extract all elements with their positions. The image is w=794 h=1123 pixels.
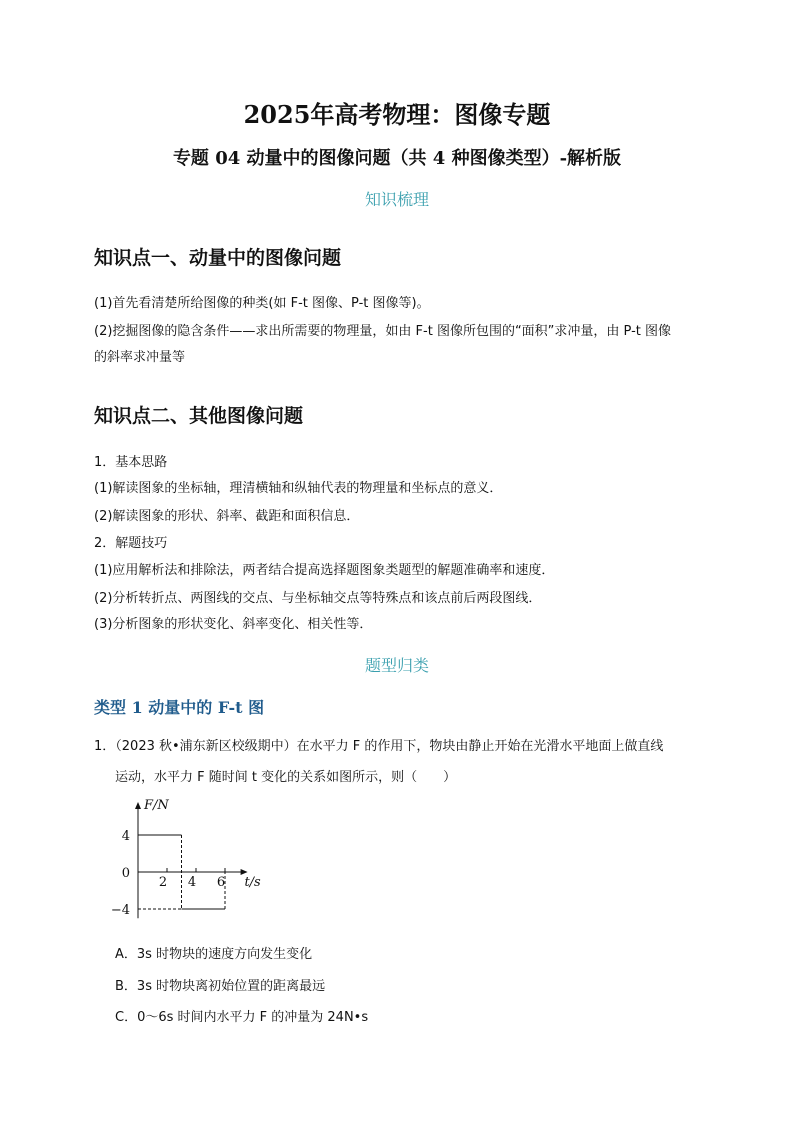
- x-axis-label: t/s: [244, 875, 261, 890]
- kp2-line-3: (2)解读图象的形状、斜率、截距和面积信息．: [94, 509, 360, 524]
- document-title: 2025年高考物理：图像专题: [243, 100, 551, 129]
- document-subtitle: 专题 04 动量中的图像问题（共 4 种图像类型）-解析版: [172, 148, 622, 169]
- x-tick-label-4: 4: [187, 875, 197, 890]
- option-b: B．3s 时物块离初始位置的距离最远: [115, 979, 326, 994]
- kp2-line-2: (1)解读图象的坐标轴，理清横轴和纵轴代表的物理量和坐标点的意义．: [94, 481, 503, 496]
- type1-heading: 类型 1 动量中的 F-t 图: [94, 698, 265, 717]
- x-tick-label-6: 6: [216, 875, 226, 890]
- kp1-line-3: 的斜率求冲量等: [94, 350, 186, 365]
- section-question-types: 题型归类: [364, 656, 429, 675]
- option-a: A．3s 时物块的速度方向发生变化: [115, 947, 313, 962]
- kp2-line-5: (1)应用解析法和排除法，两者结合提高选择题图象类题型的解题准确率和速度．: [94, 563, 555, 578]
- kp2-heading: 知识点二、其他图像问题: [94, 405, 304, 427]
- kp2-line-6: (2)分析转折点、两图线的交点、与坐标轴交点等特殊点和该点前后两段图线．: [94, 591, 542, 606]
- option-c: C．0～6s 时间内水平力 F 的冲量为 24N•s: [115, 1010, 369, 1025]
- kp1-line-2: (2)挖掘图像的隐含条件——求出所需要的物理量，如由 F-t 图像所包围的“面积”求冲量，由 P-t 图像: [94, 324, 672, 339]
- y-tick-label-0: 0: [121, 866, 130, 881]
- kp1-heading: 知识点一、动量中的图像问题: [94, 247, 342, 269]
- kp2-line-1: 1．基本思路: [94, 455, 168, 470]
- kp2-line-4: 2．解题技巧: [94, 536, 168, 551]
- y-tick-label-4: 4: [121, 829, 130, 844]
- question-stem-line-1: 1．（2023 秋•浦东新区校级期中）在水平力 F 的作用下，物块由静止开始在光滑水平地面上做直线: [94, 739, 664, 754]
- ft-graph: [110, 795, 270, 920]
- y-axis-label: F/N: [144, 798, 169, 813]
- kp1-line-1: (1)首先看清楚所给图像的种类(如 F-t 图像、P-t 图像等)。: [94, 296, 430, 311]
- y-tick-label-neg: −4: [110, 903, 130, 918]
- kp2-line-7: (3)分析图象的形状变化、斜率变化、相关性等．: [94, 617, 373, 632]
- section-knowledge: 知识梳理: [364, 190, 429, 209]
- question-stem-line-2: 运动，水平力 F 随时间 t 变化的关系如图所示，则（ ）: [115, 770, 457, 785]
- x-tick-label-2: 2: [158, 875, 168, 890]
